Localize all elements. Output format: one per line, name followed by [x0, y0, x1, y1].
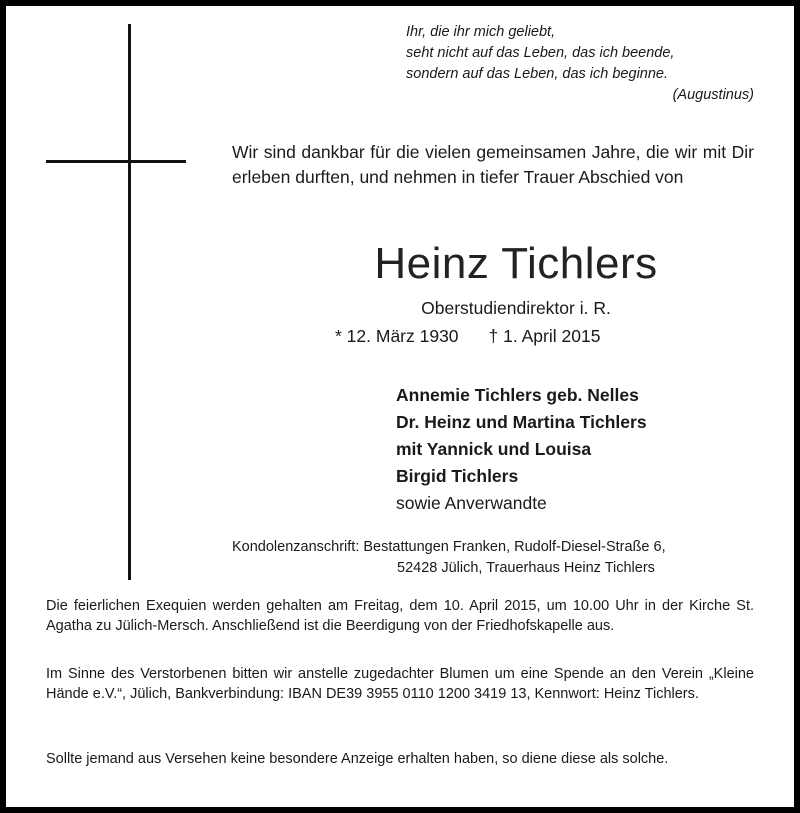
birth-date: * 12. März 1930 [335, 326, 459, 346]
condolence-line: Kondolenzanschrift: Bestattungen Franken, Rudolf-Diesel-Straße 6, [232, 539, 666, 555]
intro-text: Wir sind dankbar für die vielen gemeinsamen Jahre, die wir mit Dir erleben durften, und nehmen in tiefer Trauer Abschied von [232, 142, 754, 187]
mourners-footer: sowie Anverwandte [396, 493, 547, 513]
mourner-name: Birgid Tichlers [396, 466, 519, 486]
condolence-line: 52428 Jülich, Trauerhaus Heinz Tichlers [397, 560, 655, 576]
condolence-address [232, 537, 756, 579]
obituary-notice [6, 6, 794, 807]
quote-line: seht nicht auf das Leben, das ich beende, [406, 45, 675, 61]
donation-paragraph: Im Sinne des Verstorbenen bitten wir anstelle zugedachter Blumen um eine Spende an den Verein „Kleine Hände e.V.“, Jülich, Bankverbindung: IBAN DE39 3955 0110 1200 3419 13, Kennwort: Heinz Tichlers. [46, 666, 754, 702]
quote-line: Ihr, die ihr mich geliebt, [406, 24, 556, 40]
notice-paragraph: Sollte jemand aus Versehen keine besondere Anzeige erhalten haben, so diene diese als solche. [46, 751, 669, 767]
mourners-list [396, 382, 756, 517]
epigraph-quote [406, 22, 754, 106]
death-date: † 1. April 2015 [488, 326, 601, 346]
exequies-paragraph: Die feierlichen Exequien werden gehalten am Freitag, dem 10. April 2015, um 10.00 Uhr in der Kirche St. Agatha zu Jülich-Mersch. Anschließend ist die Beerdigung von der Friedhofskapelle aus. [46, 598, 754, 634]
mourner-name: mit Yannick und Louisa [396, 439, 592, 459]
life-dates [335, 324, 735, 348]
deceased-name: Heinz Tichlers [374, 239, 658, 288]
quote-line: sondern auf das Leben, das ich beginne. [406, 66, 669, 82]
mourner-name: Annemie Tichlers geb. Nelles [396, 385, 639, 405]
deceased-title: Oberstudiendirektor i. R. [421, 298, 611, 318]
mourner-name: Dr. Heinz und Martina Tichlers [396, 412, 647, 432]
quote-source: (Augustinus) [672, 87, 754, 103]
cross-vertical-bar [128, 24, 131, 580]
cross-horizontal-bar [46, 160, 186, 163]
